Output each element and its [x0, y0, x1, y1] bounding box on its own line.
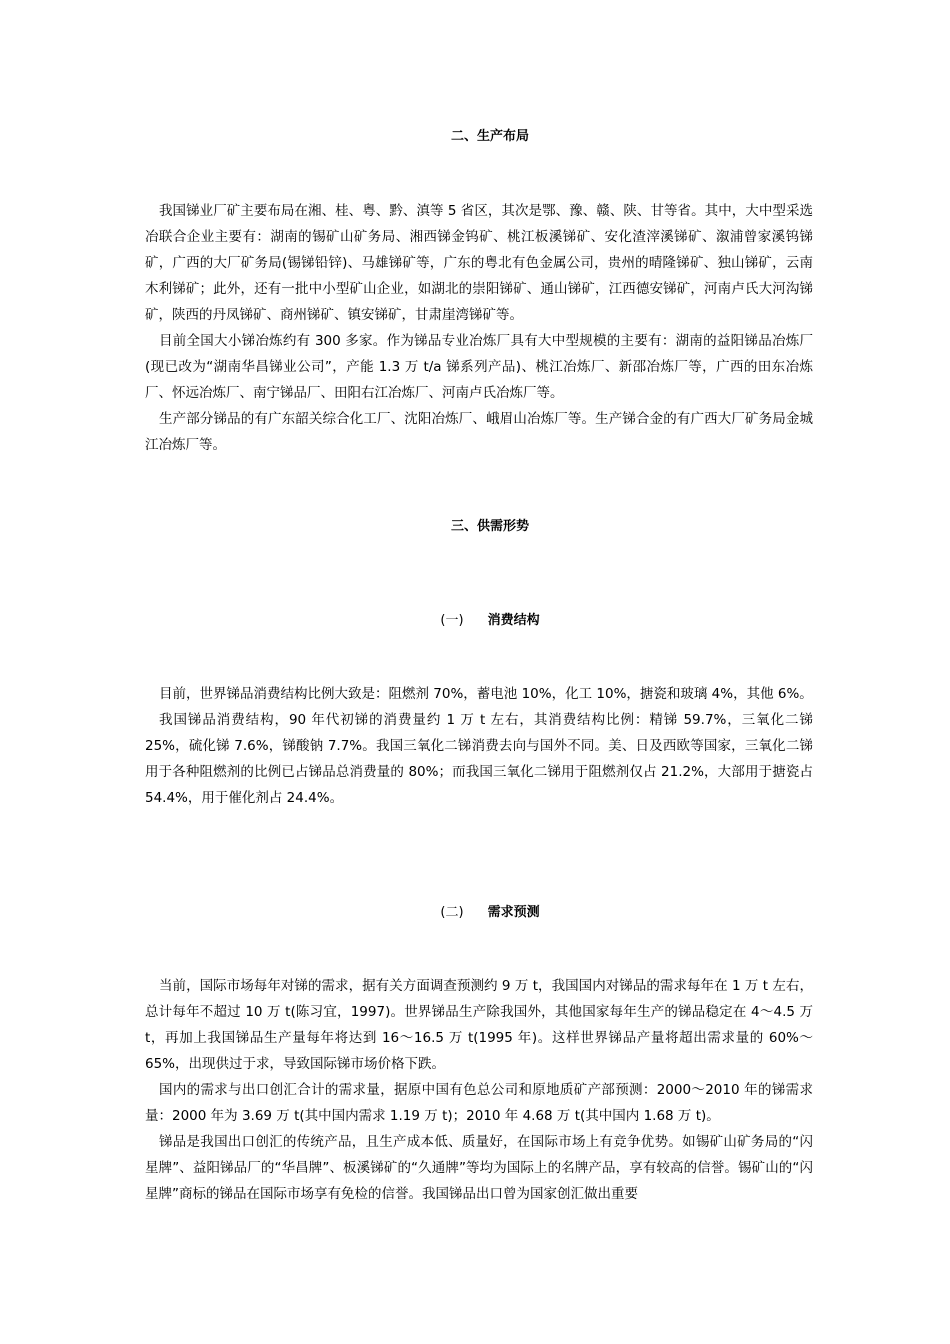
paragraph: 生产部分锑品的有广东韶关综合化工厂、沈阳冶炼厂、峨眉山冶炼厂等。生产锑合金的有广西大厂矿务局金城江冶炼厂等。	[145, 411, 813, 453]
section-demand-forecast-body	[145, 973, 813, 1207]
paragraph: 目前全国大小锑冶炼约有 300 多家。作为锑品专业冶炼厂具有大中型规模的主要有：湖南的益阳锑品冶炼厂(现已改为“湖南华昌锑业公司”，产能 1.3 万 t/a 锑系列产品)、桃江冶炼厂、新邵冶炼厂等，广西的田东冶炼厂、怀远冶炼厂、南宁锑品厂、田阳右江冶炼厂、河南卢氏冶炼厂等。	[145, 333, 813, 401]
section-title-production-layout: 二、生产布局	[450, 129, 529, 144]
section-production-layout-body	[145, 198, 813, 458]
paragraph: 当前，国际市场每年对锑的需求，据有关方面调查预测约 9 万 t，我国国内对锑品的需求每年在 1 万 t 左右，总计每年不超过 10 万 t(陈习宜，1997)。世界锑品生产除我国外，其他国家每年生产的锑品稳定在 4～4.5 万 t，再加上我国锑品生产量每年将达到 16～16.5 万 t(1995 年)。这样世界锑品产量将超出需求量的 60%～65%，出现供过于求，导致国际锑市场价格下跌。	[145, 978, 813, 1072]
paragraph: 我国锑品消费结构，90 年代初锑的消费量约 1 万 t 左右，其消费结构比例：精锑 59.7%，三氧化二锑 25%，硫化锑 7.6%，锑酸钠 7.7%。我国三氧化二锑消费去向与国外不同。美、日及西欧等国家，三氧化二锑用于各种阻燃剂的比例已占锑品总消费量的 80%；而我国三氧化二锑用于阻燃剂仅占 21.2%，大部用于搪瓷占 54.4%，用于催化剂占 24.4%。	[145, 712, 813, 806]
paragraph: 国内的需求与出口创汇合计的需求量，据原中国有色总公司和原地质矿产部预测：2000～2010 年的锑需求量：2000 年为 3.69 万 t(其中国内需求 1.19 万 t)；2010 年 4.68 万 t(其中国内 1.68 万 t)。	[145, 1082, 813, 1124]
section-consumption-body	[145, 681, 813, 811]
paragraph: 目前，世界锑品消费结构比例大致是：阻燃剂 70%，蓄电池 10%，化工 10%，搪瓷和玻璃 4%，其他 6%。	[159, 686, 813, 702]
subsection-number: (二)	[440, 905, 464, 920]
paragraph: 我国锑业厂矿主要布局在湘、桂、粤、黔、滇等 5 省区，其次是鄂、豫、赣、陕、甘等省。其中，大中型采选冶联合企业主要有：湖南的锡矿山矿务局、湘西锑金钨矿、桃江板溪锑矿、安化渣滓溪锑矿、溆浦曾家溪钨锑矿，广西的大厂矿务局(锡锑铅锌)、马雄锑矿等，广东的粤北有色金属公司，贵州的晴隆锑矿、独山锑矿，云南木利锑矿；此外，还有一批中小型矿山企业，如湖北的崇阳锑矿、通山锑矿，江西德安锑矿，河南卢氏大河沟锑矿，陕西的丹凤锑矿、商州锑矿、镇安锑矿，甘肃崖湾锑矿等。	[145, 203, 813, 323]
paragraph: 锑品是我国出口创汇的传统产品，且生产成本低、质量好，在国际市场上有竞争优势。如锡矿山矿务局的“闪星牌”、益阳锑品厂的“华昌牌”、板溪锑矿的“久通牌”等均为国际上的名牌产品，享有较高的信誉。锡矿山的“闪星牌”商标的锑品在国际市场享有免检的信誉。我国锑品出口曾为国家创汇做出重要	[145, 1134, 813, 1202]
section-title-supply-demand: 三、供需形势	[450, 519, 529, 534]
subsection-title-text: 消费结构	[487, 613, 540, 628]
subsection-title-text: 需求预测	[487, 905, 540, 920]
subsection-number: (一)	[440, 613, 464, 628]
subsection-title-demand-forecast	[145, 904, 835, 922]
subsection-title-consumption	[145, 612, 835, 630]
